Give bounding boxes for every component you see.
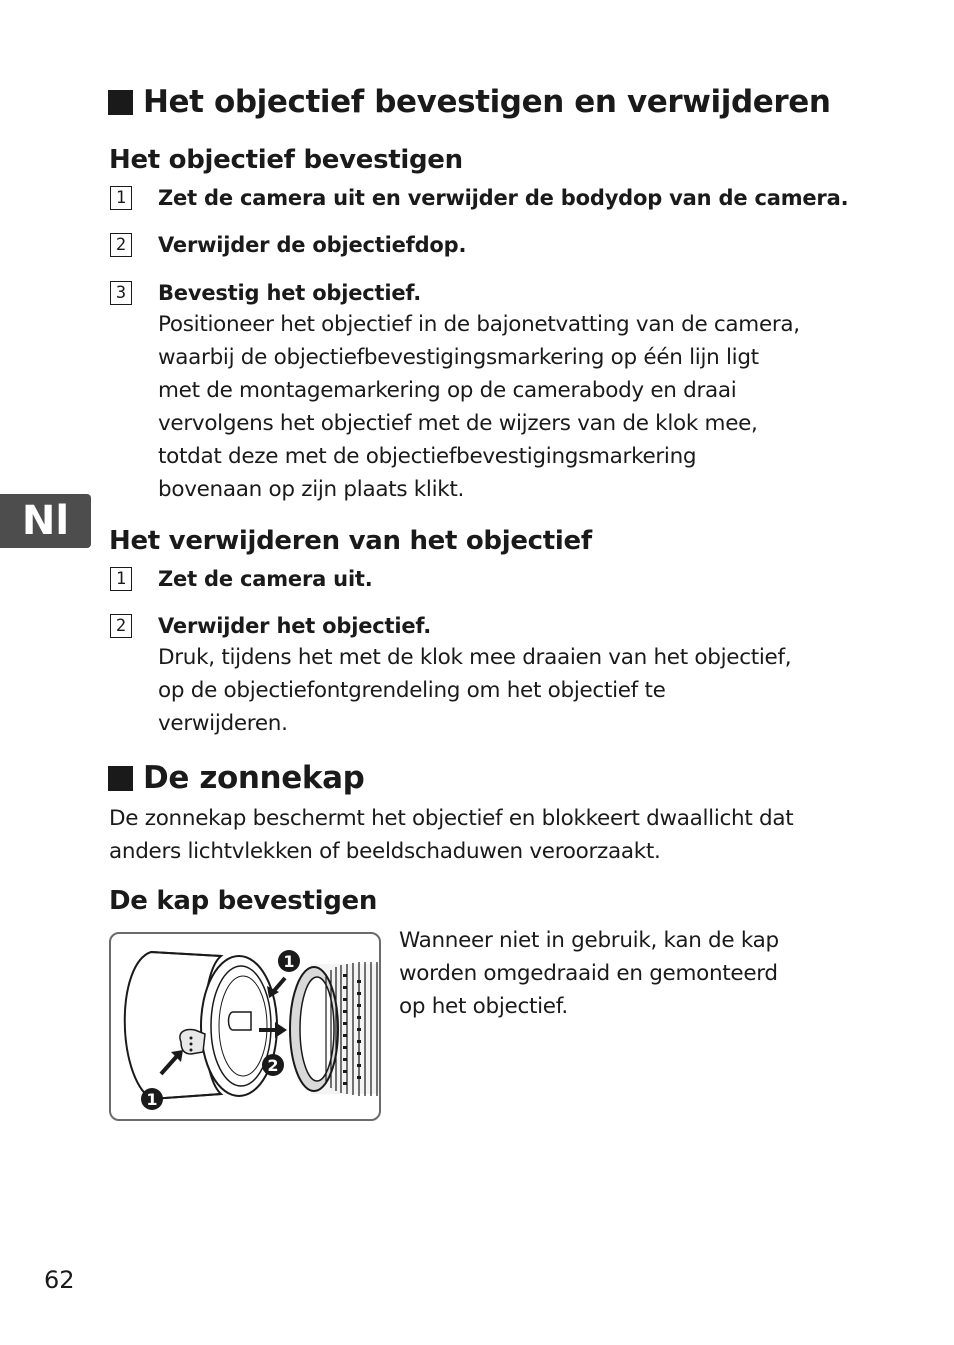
attach-step-3 bbox=[110, 278, 846, 506]
subsection-title-remove: Het verwijderen van het objectief bbox=[109, 526, 592, 556]
square-bullet-icon bbox=[108, 766, 133, 791]
callout-label: 1 bbox=[283, 952, 295, 971]
step-title: Bevestig het objectief. bbox=[158, 281, 421, 305]
attach-step-1 bbox=[110, 183, 849, 213]
square-bullet-icon bbox=[108, 90, 133, 115]
lens-hood-drawing bbox=[111, 934, 379, 1119]
callout-label: 2 bbox=[267, 1056, 279, 1075]
step-description bbox=[158, 641, 791, 740]
subsection-title-hood-attach: De kap bevestigen bbox=[109, 886, 378, 916]
intro-line: De zonnekap beschermt het objectief en blokkeert dwaallicht dat bbox=[109, 806, 794, 831]
step-title: Verwijder het objectief. bbox=[158, 614, 431, 638]
hood-intro bbox=[109, 802, 849, 868]
step-number: 2 bbox=[110, 233, 132, 257]
desc-line: op de objectiefontgrendeling om het objectief te bbox=[158, 678, 666, 703]
remove-step-2 bbox=[110, 611, 846, 740]
desc-line: vervolgens het objectief met de wijzers van de klok mee, bbox=[158, 411, 758, 436]
step-title: Zet de camera uit. bbox=[158, 567, 373, 591]
lens-hood-diagram-icon bbox=[109, 932, 381, 1121]
side-line: Wanneer niet in gebruik, kan de kap bbox=[399, 928, 779, 953]
side-line: op het objectief. bbox=[399, 994, 568, 1019]
desc-line: bovenaan op zijn plaats klikt. bbox=[158, 477, 465, 502]
step-title: Zet de camera uit en verwijder de bodydop van de camera. bbox=[158, 186, 849, 210]
step-description bbox=[158, 308, 800, 506]
section-title-attach-remove bbox=[108, 84, 831, 120]
step-number: 1 bbox=[110, 567, 132, 591]
language-tab: Nl bbox=[0, 494, 91, 548]
side-line: worden omgedraaid en gemonteerd bbox=[399, 961, 778, 986]
step-title: Verwijder de objectiefdop. bbox=[158, 233, 467, 257]
desc-line: totdat deze met de objectiefbevestigingsmarkering bbox=[158, 444, 697, 469]
step-number: 1 bbox=[110, 186, 132, 210]
desc-line: Positioneer het objectief in de bajonetvatting van de camera, bbox=[158, 312, 800, 337]
remove-step-1 bbox=[110, 564, 846, 594]
attach-step-2 bbox=[110, 230, 846, 260]
desc-line: Druk, tijdens het met de klok mee draaien van het objectief, bbox=[158, 645, 792, 670]
section-title-text: De zonnekap bbox=[143, 760, 365, 796]
page-number: 62 bbox=[44, 1266, 75, 1294]
section-title-text: Het objectief bevestigen en verwijderen bbox=[143, 84, 831, 120]
hood-side-text bbox=[399, 924, 849, 1023]
step-number: 3 bbox=[110, 281, 132, 305]
desc-line: verwijderen. bbox=[158, 711, 288, 736]
callout-label: 1 bbox=[146, 1090, 158, 1109]
subsection-title-attach: Het objectief bevestigen bbox=[109, 145, 463, 175]
intro-line: anders lichtvlekken of beeldschaduwen veroorzaakt. bbox=[109, 839, 661, 864]
desc-line: waarbij de objectiefbevestigingsmarkering op één lijn ligt bbox=[158, 345, 759, 370]
desc-line: met de montagemarkering op de camerabody en draai bbox=[158, 378, 737, 403]
step-number: 2 bbox=[110, 614, 132, 638]
section-title-hood bbox=[108, 760, 364, 796]
